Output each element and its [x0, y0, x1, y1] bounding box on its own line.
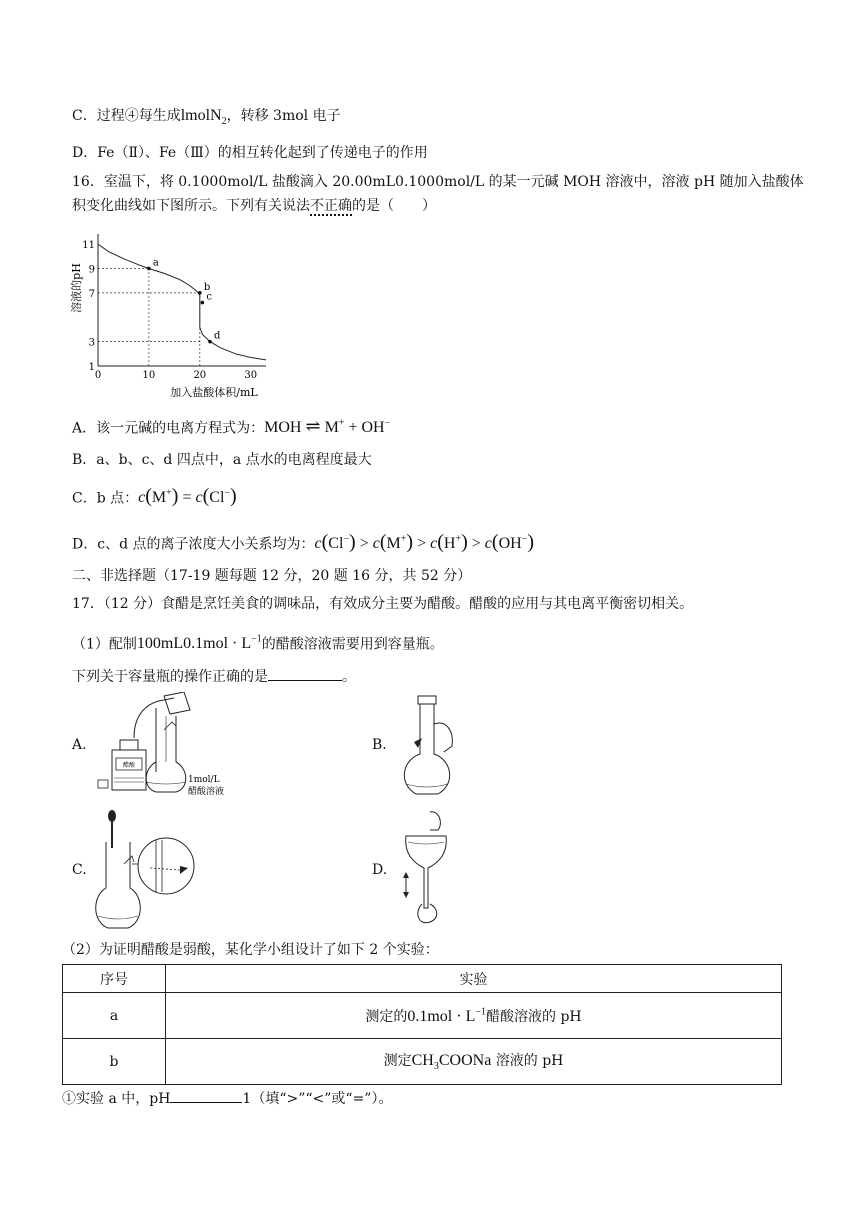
q17-p1-suffix: 的醋酸溶液需要用到容量瓶。	[261, 636, 444, 653]
q16-c-formula: c(M+) = c(Cl−)	[138, 485, 237, 508]
y-tick-label: 9	[88, 264, 95, 276]
bottle-label: 醋酸	[122, 762, 136, 769]
q17-part2: （2）为证明醋酸是弱酸，某化学小组设计了如下 2 个实验：	[62, 942, 439, 958]
q17-stem: 17．（12 分）食醋是烹饪美食的调味品，有效成分主要为醋酸。醋酸的应用与其电离平衡密切相关。	[72, 596, 694, 612]
y-tick-label: 3	[88, 337, 95, 349]
updown-arrow-icon	[403, 892, 409, 898]
point-b	[198, 291, 202, 295]
option-d-label: D.	[372, 862, 388, 878]
table-cell-id: a	[63, 993, 166, 1039]
figure-b-shaking	[394, 694, 464, 802]
q15-c-prefix: C．过程④每生成	[72, 108, 181, 124]
point-label-b: b	[203, 281, 211, 293]
point-label-c: c	[206, 291, 212, 303]
q17-part1-question	[72, 666, 356, 687]
chart-points	[147, 257, 221, 343]
point-a	[147, 267, 151, 271]
option-a-label: A.	[72, 737, 87, 753]
section-2-heading: 二、非选择题（17-19 题每题 12 分，20 题 16 分，共 52 分）	[72, 568, 472, 584]
figure-d-inverting	[394, 808, 464, 932]
zoom-circle	[138, 838, 194, 894]
chart-ylabel: 溶液的pH	[70, 263, 83, 313]
table-row	[63, 1039, 782, 1085]
table-header-id: 序号	[63, 965, 166, 993]
table-header-row	[63, 965, 782, 993]
q15-c-suffix: ，转移 3mol 电子	[226, 108, 341, 124]
y-tick-label: 1	[88, 362, 95, 373]
q16-option-d	[72, 530, 534, 554]
table-header-experiment: 实验	[166, 965, 782, 993]
titration-curve	[98, 244, 266, 360]
q17-p1-question-text: 下列关于容量瓶的操作正确的是	[72, 669, 268, 685]
point-label-d: d	[214, 330, 221, 342]
x-tick-label: 30	[244, 370, 258, 381]
q17-p1-formula: $100mL0.1mol \cdot L^{-1}$	[136, 634, 262, 653]
q17-sub1	[62, 1088, 392, 1109]
q15-c-formula: lmolN$_2$	[180, 107, 227, 128]
q17-sub1-text: ①实验 a 中，pH	[62, 1091, 171, 1107]
q16-c-text: C．b 点：	[72, 490, 139, 507]
q16-option-b: B．a、b、c、d 四点中，a 点水的电离程度最大	[72, 452, 372, 468]
q15-option-d: D．Fe（Ⅱ）、Fe（Ⅲ）的相互转化起到了传递电子的作用	[72, 145, 428, 161]
titration-chart	[66, 228, 286, 406]
q16-stem-end: 的是（ ）	[352, 198, 436, 214]
q15-option-c	[72, 106, 341, 132]
x-tick-label: 10	[142, 370, 156, 381]
hand-top	[430, 812, 440, 830]
flask-c	[96, 842, 141, 928]
q16-emphasis: 不正确	[310, 198, 352, 214]
point-label-a: a	[152, 257, 159, 269]
table-cell-id: b	[63, 1039, 166, 1085]
hand-bottom	[418, 904, 437, 923]
point-c	[201, 301, 205, 305]
beaker	[164, 692, 190, 714]
y-tick-label: 7	[88, 288, 95, 300]
q16-option-c	[72, 484, 237, 508]
experiment-table	[62, 964, 782, 1085]
flask-d-inverted	[406, 836, 447, 908]
chart-axes	[98, 234, 266, 366]
option-c-label: C.	[72, 862, 87, 878]
chart-xlabel: 加入盐酸体积/mL	[170, 386, 258, 399]
q16-d-formula: c(Cl−) > c(M+) > c(H+) > c(OH−)	[314, 531, 534, 554]
table-cell-experiment: 测定的$0.1mol \cdot L^{-1}$醋酸溶液的 pH	[166, 993, 782, 1039]
flask-b	[404, 704, 449, 794]
figure-c-dropper	[94, 808, 254, 932]
q16-stem-text: 积变化曲线如下图所示。下列有关说法	[72, 198, 310, 214]
q17-part1	[72, 630, 444, 654]
x-tick-label: 20	[193, 370, 207, 381]
q16-option-a	[72, 414, 390, 438]
q16-d-text: D．c、d 点的离子浓度大小关系均为：	[72, 536, 315, 553]
option-b-label: B.	[372, 737, 387, 753]
table-row	[63, 993, 782, 1039]
hand-b	[434, 723, 452, 752]
answer-blank-1[interactable]	[268, 666, 342, 681]
q16-a-text: A．该一元碱的电离方程式为：	[72, 420, 265, 437]
q17-p1-prefix: （1）配制	[72, 636, 137, 653]
answer-blank-2[interactable]	[170, 1088, 242, 1103]
x-tick-label: 0	[94, 370, 102, 381]
chart-guides	[98, 268, 200, 366]
q16-a-formula: MOH ⇌ M+ + OH−	[264, 416, 391, 437]
table-cell-experiment: 测定$CH_3COONa$ 溶液的 pH	[166, 1039, 782, 1085]
eye-icon	[180, 866, 188, 874]
chart-ticks	[82, 240, 257, 381]
q16-stem-line1: 16．室温下，将 0.1000mol/L 盐酸滴入 20.00mL0.1000mol/L 的某一元碱 MOH 溶液中，溶液 pH 随加入盐酸体	[72, 174, 804, 190]
figure-a-pouring	[94, 692, 254, 802]
solution-label-1: 1mol/L	[188, 775, 220, 785]
stopper	[98, 780, 108, 788]
y-tick-label: 11	[82, 240, 95, 252]
q17-sub1-end: 1（填“>”“<”或“=”）。	[242, 1091, 393, 1107]
point-d	[208, 340, 212, 344]
q16-stem-line2	[72, 196, 436, 216]
solution-label-2: 醋酸溶液	[188, 787, 225, 797]
q17-p1-question-end: 。	[342, 669, 356, 685]
